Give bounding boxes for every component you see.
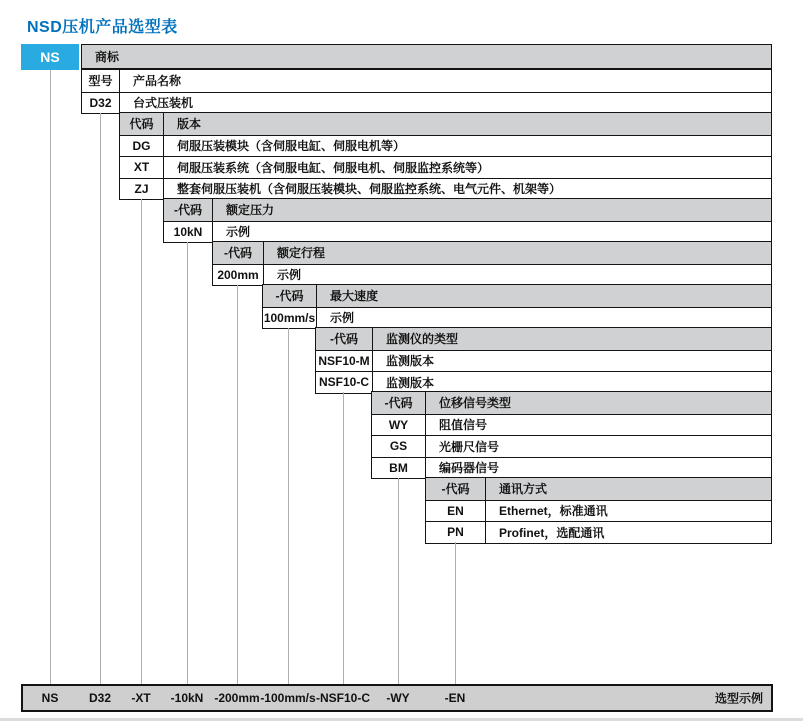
code-cell: PN [426,522,486,543]
label-cell: 编码器信号 [439,461,500,476]
label-cell: 示例 [277,268,302,283]
example-code: -WY [386,691,410,705]
example-code: -200mm [214,691,260,705]
header-code-cell: -代码 [164,199,213,221]
label-cell: 整套伺服压装机（含伺服压装模块、伺服监控系统、电气元件、机架等） [177,182,562,197]
table-row [120,135,771,157]
connector-line [288,328,289,684]
block-model [81,69,772,114]
label-cell: 阻值信号 [439,418,488,433]
header-label-cell: 版本 [177,117,202,132]
connector-line [398,478,399,684]
header-label-cell: 位移信号类型 [439,396,512,411]
code-cell: NSF10-C [316,372,373,393]
table-row [263,307,771,329]
code-cell: EN [426,501,486,522]
table-row [164,199,771,221]
label-cell: Ethernet，标准通讯 [499,504,608,519]
example-code: -100mm/s [260,691,316,705]
table-row [213,242,771,264]
label-cell: 光栅尺信号 [439,439,500,454]
table-row [164,221,771,243]
header-label-cell: 最大速度 [330,289,379,304]
example-code: D32 [88,691,112,705]
table-row [372,414,771,436]
table-row [426,478,771,500]
table-row [120,156,771,178]
header-code-cell: 代码 [120,113,164,135]
table-row [372,435,771,457]
code-cell: BM [372,458,426,479]
connector-line [50,70,51,684]
brand-code-cell: NS [21,44,79,70]
block-monitor-type [315,327,772,394]
code-cell: 200mm [213,265,264,286]
code-cell: 10kN [164,222,213,243]
table-row [82,92,771,114]
table-row [120,178,771,200]
label-cell: 示例 [226,225,251,240]
connector-line [237,285,238,684]
code-cell: DG [120,136,164,157]
page-edge-line [0,718,803,721]
header-label-cell: 额定压力 [226,203,275,218]
connector-line [187,242,188,684]
table-row [426,521,771,543]
label-cell: 监测版本 [386,375,435,390]
table-row [316,328,771,350]
code-cell: WY [372,415,426,436]
header-label-cell: 通讯方式 [499,482,548,497]
label-cell: 监测版本 [386,354,435,369]
brand-label-row: 商标 [81,44,772,69]
code-cell: ZJ [120,179,164,200]
header-label-cell: 产品名称 [133,74,182,89]
block-version [119,112,772,200]
header-code-cell: -代码 [426,478,486,500]
example-code: -NSF10-C [315,691,371,705]
code-cell: GS [372,436,426,457]
block-rated-pressure [163,198,772,243]
block-rated-stroke [212,241,772,286]
header-code-cell: -代码 [213,242,264,264]
table-row [120,113,771,135]
table-row [213,264,771,286]
table-row [82,70,771,92]
table-row [316,371,771,393]
connector-line [455,542,456,684]
example-code: NS [41,691,59,705]
code-cell: D32 [82,93,120,114]
table-row [426,500,771,522]
label-cell: 台式压装机 [133,96,194,111]
block-communication [425,477,772,544]
connector-line [141,199,142,684]
connector-line [343,392,344,684]
code-cell: 100mm/s [263,308,317,329]
table-row [372,457,771,479]
example-code: -EN [444,691,466,705]
label-cell: Profinet，选配通讯 [499,525,605,540]
label-cell: 伺服压装系统（含伺服电缸、伺服电机、伺服监控系统等） [177,160,490,175]
example-caption: 选型示例 [714,691,763,706]
page-title: NSD压机产品选型表 [27,19,178,36]
header-label-cell: 监测仪的类型 [386,332,459,347]
header-label-cell: 额定行程 [277,246,326,261]
label-cell: 示例 [330,311,355,326]
table-row [263,285,771,307]
table-row [316,350,771,372]
connector-line [100,113,101,684]
code-cell: NSF10-M [316,351,373,372]
header-code-cell: -代码 [372,392,426,414]
example-code: -10kN [170,691,204,705]
label-cell: 伺服压装模块（含伺服电缸、伺服电机等） [177,139,406,154]
example-code-bar [21,684,773,712]
block-max-speed [262,284,772,329]
block-displacement-signal [371,391,772,479]
table-row [372,392,771,414]
header-code-cell: -代码 [263,285,317,307]
header-code-cell: -代码 [316,328,373,350]
example-code: -XT [131,691,151,705]
code-cell: XT [120,157,164,178]
header-code-cell: 型号 [82,70,120,92]
